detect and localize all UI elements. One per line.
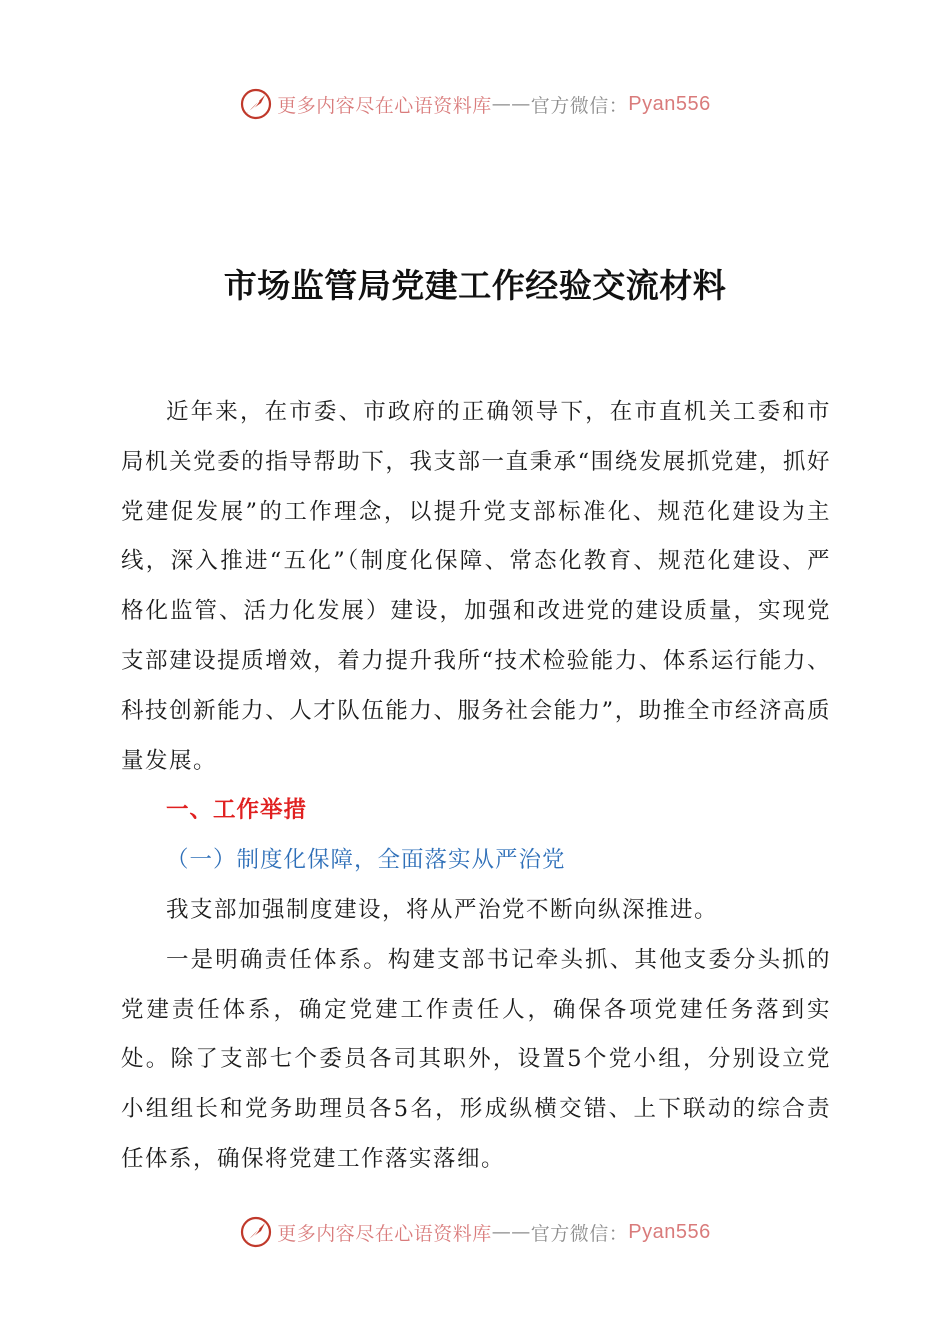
section-heading-1: 一、工作举措 — [166, 797, 308, 824]
subsection-heading-1: （一）制度化保障，全面落实从严治党 — [166, 847, 566, 874]
watermark-wechat-id: Pyan556 — [628, 92, 711, 115]
watermark-site-text: 更多内容尽在心语资料库 — [277, 1222, 492, 1245]
watermark-wechat-id: Pyan556 — [628, 1220, 711, 1243]
paragraph-3: 一是明确责任体系。构建支部书记牵头抓、其他支委分头抓的党建责任体系，确定党建工作责任人，确保各项党建任务落到实处。除了支部七个委员各司其职外，设置5个党小组，分别设立党小组组长和党务助理员各5名，形成纵横交错、上下联动的综合责任体系，确保将党建工作落实落细。 — [121, 946, 831, 1172]
watermark-site-text: 更多内容尽在心语资料库 — [277, 94, 492, 117]
document-body — [121, 388, 831, 1185]
watermark-banner-top — [0, 80, 950, 128]
intro-paragraph: 近年来，在市委、市政府的正确领导下，在市直机关工委和市局机关党委的指导帮助下，我支部一直秉承“围绕发展抓党建，抓好党建促发展”的工作理念，以提升党支部标准化、规范化建设为主线，深入推进“五化”（制度化保障、常态化教育、规范化建设、严格化监管、活力化发展）建设，加强和改进党的建设质量，实现党支部建设提质增效，着力提升我所“技术检验能力、体系运行能力、科技创新能力、人才队伍能力、服务社会能力”，助推全市经济高质量发展。 — [121, 399, 831, 774]
paragraph-2: 我支部加强制度建设，将从严治党不断向纵深推进。 — [166, 896, 719, 923]
watermark-wechat-label: 官方微信： — [530, 94, 629, 117]
watermark-wechat-label: 官方微信： — [530, 1222, 629, 1245]
quill-logo-icon — [239, 87, 273, 121]
document-title: 市场监管局党建工作经验交流材料 — [223, 266, 727, 305]
quill-logo-icon — [239, 1215, 273, 1249]
watermark-separator: —— — [491, 93, 531, 115]
watermark-banner-bottom — [0, 1208, 950, 1256]
watermark-separator: —— — [491, 1221, 531, 1243]
